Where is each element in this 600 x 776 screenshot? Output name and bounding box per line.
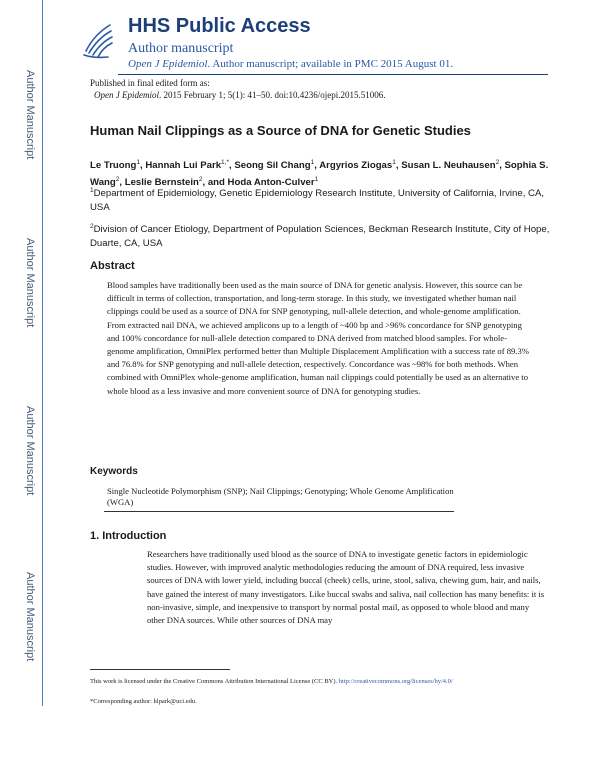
author-name: Hannah Lui Park (145, 160, 222, 172)
paper-title: Human Nail Clippings as a Source of DNA for Genetic Studies (90, 123, 471, 138)
affiliation-2 (90, 220, 560, 251)
introduction-text: Researchers have traditionally used blood as the source of DNA to investigate genetic factors in epidemiologic studies. However, with improved analytic methodologies reducing the amount of DNA required, less invasive sources of DNA with lower yield, including buccal (cheek) cells, urine, stool, saliva, chewing gum, hair, and nails, have gained the interest of many investigators. Like buccal swabs and saliva, nail collection has many benefits: it is non-invasive, simple, and inexpensive to transport by normal postal mail, as opposed to whole blood and many other DNA sources. While other sources of DNA may (147, 549, 545, 626)
affiliation-text: Division of Cancer Etiology, Department of Population Sciences, Beckman Research Institute, City of Hope, Duarte, CA, USA (90, 224, 550, 250)
license-footnote (90, 677, 510, 686)
author-name: Argyrios Ziogas (319, 160, 393, 172)
author-sup: 1 (392, 159, 396, 166)
affiliation-1 (90, 184, 560, 215)
author-sup: 1 (136, 159, 140, 166)
side-label-1: Author Manuscript (24, 70, 36, 160)
side-label-3: Author Manuscript (24, 406, 36, 496)
author-name: Leslie Bernstein (124, 177, 199, 189)
author-sup: 2 (495, 159, 500, 166)
author-name: Hoda Anton-Culver (227, 177, 315, 189)
author-sup: 2 (198, 176, 203, 184)
side-label-4: Author Manuscript (24, 572, 36, 662)
affiliation-sup: 2 (90, 223, 94, 230)
keywords-rule (104, 511, 454, 512)
published-label: Published in final edited form as: (90, 78, 210, 88)
author-sup: 1 (310, 159, 315, 166)
hhs-journal: Open J Epidemiol (128, 58, 208, 70)
header-rule (118, 74, 548, 75)
side-label-2: Author Manuscript (24, 238, 36, 328)
affiliation-text: Department of Epidemiology, Genetic Epidemiology Research Institute, University of California, Irvine, CA, USA (90, 188, 545, 214)
hhs-subtitle: Author manuscript (128, 41, 234, 56)
keywords-text: Single Nucleotide Polymorphism (SNP); Nail Clippings; Genotyping; Whole Genome Amplification (WGA) (107, 486, 454, 507)
footnote-rule (90, 669, 230, 670)
license-text: This work is licensed under the Creative Commons Attribution International License (CC BY). (90, 678, 339, 685)
introduction-heading: 1. Introduction (90, 530, 167, 542)
citation-text: . 2015 February 1; 5(1): 41–50. doi:10.4236/ojepi.2015.51006. (158, 90, 386, 100)
citation-journal: Open J Epidemiol (94, 90, 159, 100)
author-name: Seong Sil Chang (234, 160, 311, 172)
hhs-title: HHS Public Access (128, 15, 311, 37)
author-sup: 1 (314, 176, 319, 184)
abstract-heading: Abstract (90, 260, 135, 272)
citation-line (94, 90, 385, 100)
corresponding-footnote: *Corresponding author: hlpark@uci.edu. (90, 698, 197, 705)
abstract-text: Blood samples have traditionally been used as the main source of DNA for genetic analysis. However, this source can be difficult in terms of collection, transportation, and long-term storage. In this study, we investigated whether human nail clippings could be used as a source of DNA for SNP genotyping, null-allele detection, and whole-genome amplification. From extracted nail DNA, we achieved amplicons up to a length of ~400 bp and >96% concordance for SNP genotyping and 100% concordance for null-allele detection compared to DNA derived from matched blood samples. For whole-genome amplification, OmniPlex performed better than Multiple Displacement Amplification with a success rate of 89.3% and 76.8% for SNP genotyping and null-allele detection, respectively. Concordance was ~98% for both methods. When combined with OmniPlex whole-genome amplification, human nail clippings could potentially be used as an alternative to whole blood as a less invasive and more convenient source of DNA for genotyping studies. (107, 280, 529, 396)
hhs-pub-note: . Author manuscript; available in PMC 2015 August 01. (207, 58, 454, 70)
license-link[interactable]: http://creativecommons.org/licenses/by/4.0/ (338, 678, 453, 685)
author-sup: 1,* (221, 159, 229, 166)
author-name: Sophia S. Wang (90, 160, 549, 189)
hhs-publication-note (128, 58, 453, 70)
margin-rule (42, 0, 43, 706)
keywords-heading: Keywords (90, 466, 138, 477)
author-sup: 2 (115, 176, 120, 184)
hhs-eagle-icon (80, 21, 114, 61)
author-name: Susan L. Neuhausen (401, 160, 496, 172)
author-name: Le Truong (90, 160, 137, 172)
affiliation-sup: 1 (90, 187, 94, 194)
author-list: Le Truong$^1$, Hannah Lui Park$^{1,*}$, Seong Sil Chang$^1$, Argyrios Ziogas$^1$, Susan L. Neuhausen$^2$, Sophia S. Wang$^2$, Leslie Bernstein$^2$, and Hoda Anton-Culver$^1$ (90, 159, 549, 189)
